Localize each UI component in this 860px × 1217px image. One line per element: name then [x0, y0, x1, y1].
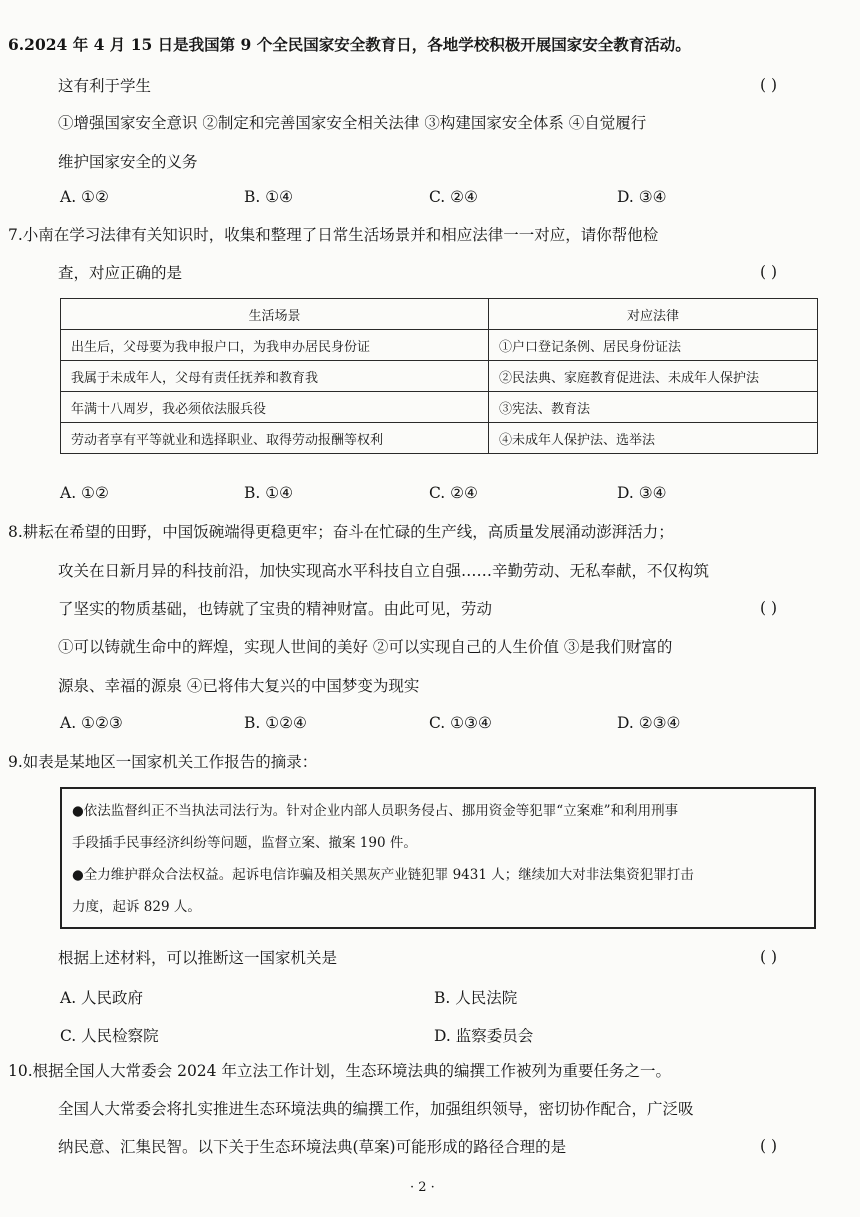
q7-option-a: A. ①②	[60, 484, 109, 502]
q7-option-d: D. ③④	[617, 484, 667, 502]
table-cell-scene: 出生后，父母要为我申报户口，为我申办居民身份证	[61, 330, 489, 361]
q6-option-b: B. ①④	[244, 188, 294, 206]
table-row	[61, 423, 818, 454]
q6-items-line1: ①增强国家安全意识 ②制定和完善国家安全相关法律 ③构建国家安全体系 ④自觉履行	[58, 114, 647, 132]
q7-stem-line2: 查，对应正确的是	[58, 264, 183, 282]
q6-option-a: A. ①②	[60, 188, 109, 206]
q7-table	[60, 298, 818, 454]
q6-stem-line1: 6.2024 年 4 月 15 日是我国第 9 个全民国家安全教育日，各地学校积极开展国家安全教育活动。	[8, 35, 691, 54]
q8-items-line1: ①可以铸就生命中的辉煌，实现人世间的美好 ②可以实现自己的人生价值 ③是我们财富的	[58, 638, 673, 656]
q9-option-a: A. 人民政府	[60, 989, 144, 1007]
q8-stem-line3: 了坚实的物质基础，也铸就了宝贵的精神财富。由此可见，劳动	[58, 600, 493, 618]
q8-answer-paren: ( )	[760, 599, 778, 617]
q8-items-line2: 源泉、幸福的源泉 ④已将伟大复兴的中国梦变为现实	[58, 677, 420, 695]
q7-option-b: B. ①④	[244, 484, 294, 502]
table-cell-scene: 我属于未成年人，父母有责任抚养和教育我	[61, 361, 489, 392]
table-row	[61, 330, 818, 361]
table-cell-scene: 年满十八周岁，我必须依法服兵役	[61, 392, 489, 423]
q8-option-b: B. ①②④	[244, 714, 307, 732]
table-cell-law: ①户口登记条例、居民身份证法	[489, 330, 818, 361]
q6-stem-line2: 这有利于学生	[58, 77, 152, 95]
q9-option-c: C. 人民检察院	[60, 1027, 159, 1045]
q8-stem-line1: 8.耕耘在希望的田野，中国饭碗端得更稳更牢；奋斗在忙碌的生产线，高质量发展涌动澎湃活力；	[8, 523, 674, 541]
table-row	[61, 361, 818, 392]
q6-answer-paren: ( )	[760, 76, 778, 94]
q10-stem-line1: 10.根据全国人大常委会 2024 年立法工作计划，生态环境法典的编撰工作被列为重要任务之一。	[8, 1062, 671, 1080]
q9-stem: 9.如表是某地区一国家机关工作报告的摘录：	[8, 753, 318, 771]
q8-stem-line2: 攻关在日新月异的科技前沿，加快实现高水平科技自立自强……辛勤劳动、无私奉献，不仅构筑	[58, 562, 710, 580]
q9-option-d: D. 监察委员会	[434, 1027, 534, 1045]
q9-excerpt-line: ●依法监督纠正不当执法司法行为。针对企业内部人员职务侵占、挪用资金等犯罪“立案难”和利用刑事	[72, 803, 679, 819]
q8-option-c: C. ①③④	[429, 714, 492, 732]
q9-excerpt-box	[60, 787, 816, 929]
q6-items-line2: 维护国家安全的义务	[58, 153, 198, 171]
table-header-row	[61, 299, 818, 330]
q7-stem-line1: 7.小南在学习法律有关知识时，收集和整理了日常生活场景并和相应法律一一对应，请你帮他检	[8, 226, 659, 244]
q6-option-c: C. ②④	[429, 188, 478, 206]
q7-option-c: C. ②④	[429, 484, 478, 502]
q7-answer-paren: ( )	[760, 263, 778, 281]
q9-excerpt-line: 力度，起诉 829 人。	[72, 899, 201, 915]
q6-option-d: D. ③④	[617, 188, 667, 206]
q9-excerpt-line: ●全力维护群众合法权益。起诉电信诈骗及相关黑灰产业链犯罪 9431 人；继续加大对非法集资犯罪打击	[72, 867, 694, 883]
table-cell-law: ④未成年人保护法、选举法	[489, 423, 818, 454]
q8-option-d: D. ②③④	[617, 714, 681, 732]
q10-stem-line2: 全国人大常委会将扎实推进生态环境法典的编撰工作，加强组织领导，密切协作配合，广泛吸	[58, 1100, 694, 1118]
q8-option-a: A. ①②③	[60, 714, 123, 732]
table-header-law: 对应法律	[489, 299, 818, 330]
q9-question: 根据上述材料，可以推断这一国家机关是	[58, 949, 338, 967]
q9-answer-paren: ( )	[760, 948, 778, 966]
table-cell-law: ③宪法、教育法	[489, 392, 818, 423]
table-cell-law: ②民法典、家庭教育促进法、未成年人保护法	[489, 361, 818, 392]
q10-stem-line3: 纳民意、汇集民智。以下关于生态环境法典(草案)可能形成的路径合理的是	[58, 1138, 567, 1156]
table-cell-scene: 劳动者享有平等就业和选择职业、取得劳动报酬等权利	[61, 423, 489, 454]
table-header-scene: 生活场景	[61, 299, 489, 330]
table-row	[61, 392, 818, 423]
q9-option-b: B. 人民法院	[434, 989, 518, 1007]
q10-answer-paren: ( )	[760, 1137, 778, 1155]
page-number: · 2 ·	[410, 1180, 435, 1195]
q9-excerpt-line: 手段插手民事经济纠纷等问题，监督立案、撤案 190 件。	[72, 835, 417, 851]
